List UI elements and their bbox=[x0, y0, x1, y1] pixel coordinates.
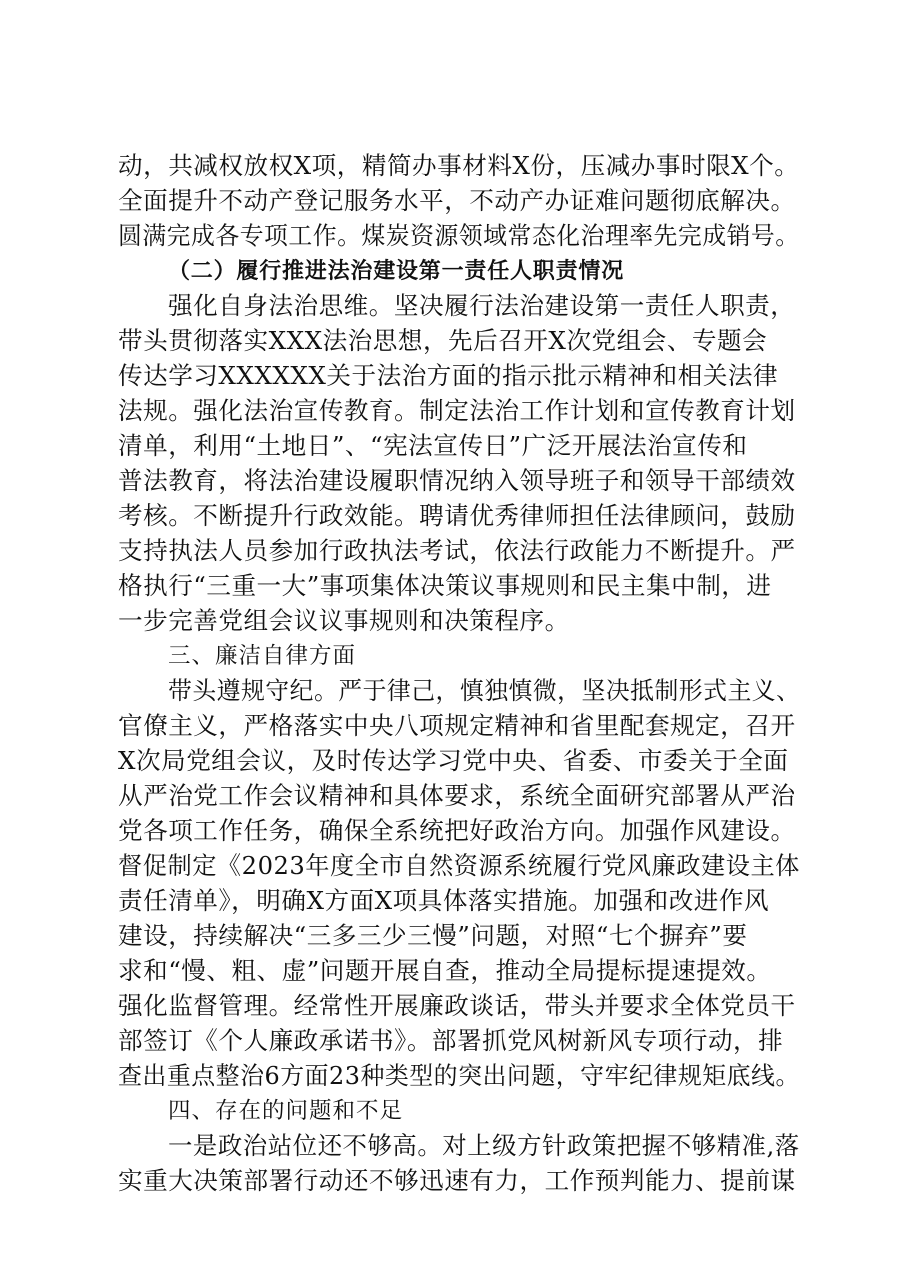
body-text-line: 考核。不断提升行政效能。聘请优秀律师担任法律顾问，鼓励 bbox=[118, 501, 796, 530]
section-subheading: （二）履行推进法治建设第一责任人职责情况 bbox=[168, 258, 625, 284]
body-text-line: 责任清单》，明确X方面X项具体落实措施。加强和改进作风 bbox=[118, 886, 770, 915]
body-text-line: 带头遵规守纪。严于律己，慎独慎微，坚决抵制形式主义、 bbox=[168, 676, 801, 705]
body-text-line: 实重大决策部署行动还不够迅速有力，工作预判能力、提前谋 bbox=[118, 1166, 796, 1195]
body-text-line: 求和“慢、粗、虚”问题开展自查，推动全局提标提速提效。 bbox=[118, 956, 772, 985]
section-heading: 四、存在的问题和不足 bbox=[168, 1098, 404, 1124]
body-text-line: 支持执法人员参加行政执法考试，依法行政能力不断提升。严 bbox=[118, 536, 796, 565]
body-text-line: 格执行“三重一大”事项集体决策议事规则和民主集中制，进 bbox=[118, 571, 772, 600]
body-text-line: 强化监督管理。经常性开展廉政谈话，带头并要求全体党员干 bbox=[118, 991, 796, 1020]
body-text-line: X次局党组会议，及时传达学习党中央、省委、市委关于全面 bbox=[118, 746, 789, 775]
body-text-line: 带头贯彻落实XXX法治思想，先后召开X次党组会、专题会 bbox=[118, 326, 768, 355]
body-text-line: 清单，利用“土地日”、“宪法宣传日”广泛开展法治宣传和 bbox=[118, 431, 748, 460]
body-text-line: 圆满完成各专项工作。煤炭资源领域常态化治理率先完成销号。 bbox=[118, 221, 800, 250]
section-heading: 三、廉洁自律方面 bbox=[168, 643, 357, 669]
body-text-line: 从严治党工作会议精神和具体要求，系统全面研究部署从严治 bbox=[118, 781, 796, 810]
body-text-line: 部签订《个人廉政承诺书》。部署抓党风树新风专项行动，排 bbox=[118, 1026, 784, 1055]
body-text-line: 党各项工作任务，确保全系统把好政治方向。加强作风建设。 bbox=[118, 816, 796, 845]
body-text-line: 一是政治站位还不够高。对上级方针政策把握不够精准,落 bbox=[168, 1131, 800, 1160]
body-text-line: 动，共减权放权X项，精简办事材料X份，压减办事时限X个。 bbox=[118, 151, 800, 180]
body-text-line: 法规。强化法治宣传教育。制定法治工作计划和宣传教育计划 bbox=[118, 396, 796, 425]
body-text-line: 建设，持续解决“三多三少三慢”问题，对照“七个摒弃”要 bbox=[118, 921, 748, 950]
body-text-line: 强化自身法治思维。坚决履行法治建设第一责任人职责， bbox=[168, 291, 796, 320]
body-text-line: 督促制定《2023年度全市自然资源系统履行党风廉政建设主体 bbox=[118, 851, 800, 880]
body-text-line: 官僚主义，严格落实中央八项规定精神和省里配套规定，召开 bbox=[118, 711, 796, 740]
body-text-line: 全面提升不动产登记服务水平，不动产办证难问题彻底解决。 bbox=[118, 186, 796, 215]
body-text-line: 传达学习XXXXXX关于法治方面的指示批示精神和相关法律 bbox=[118, 361, 779, 390]
body-text-line: 一步完善党组会议议事规则和决策程序。 bbox=[118, 606, 570, 635]
body-text-line: 普法教育，将法治建设履职情况纳入领导班子和领导干部绩效 bbox=[118, 466, 796, 495]
body-text-line: 查出重点整治6方面23种类型的突出问题，守牢纪律规矩底线。 bbox=[118, 1061, 800, 1090]
